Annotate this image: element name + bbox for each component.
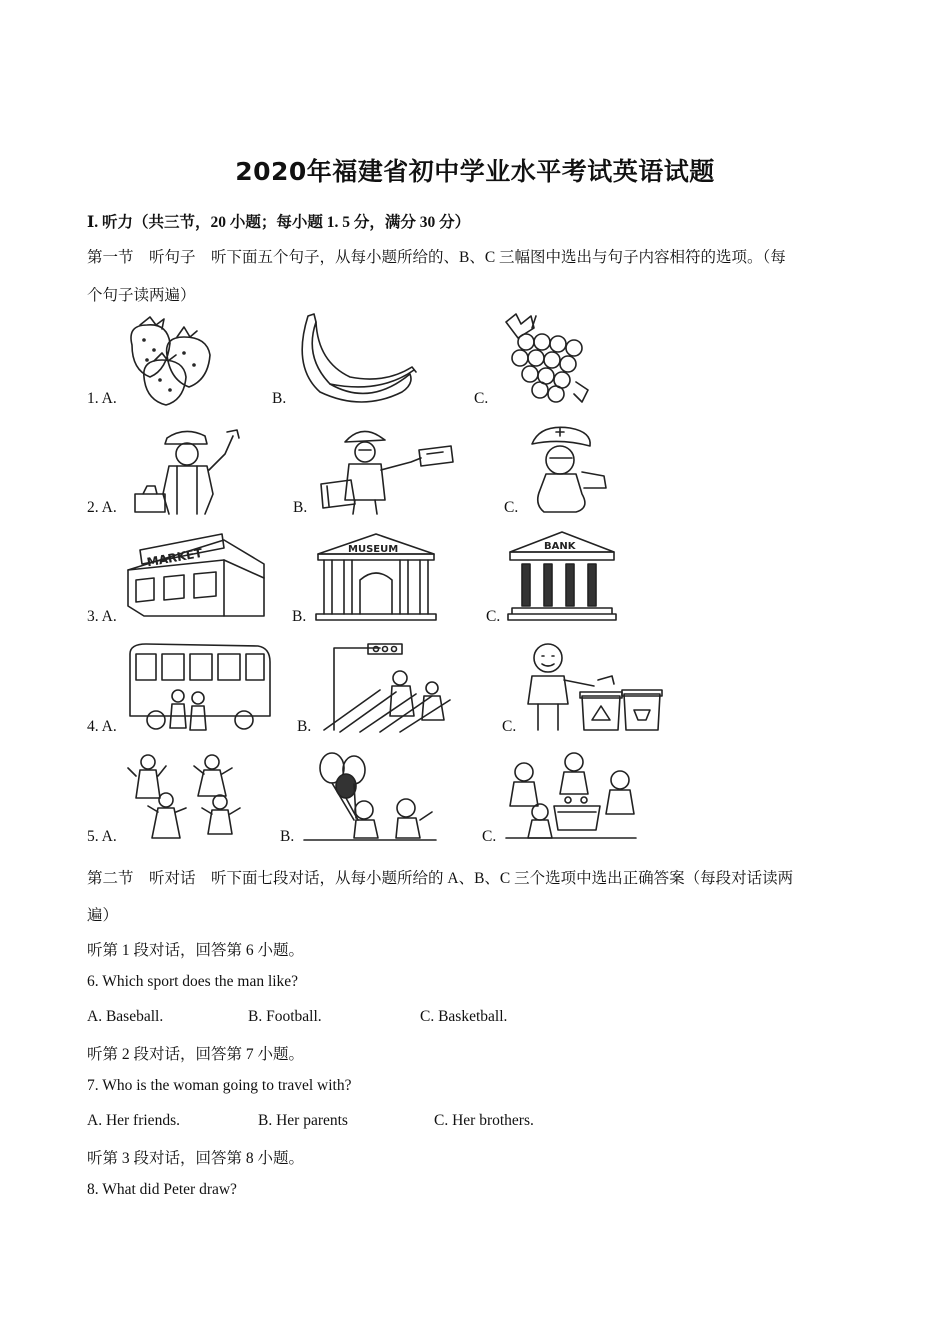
dialogue3-intro: 听第 3 段对话，回答第 8 小题。 <box>87 1150 305 1167</box>
page-title: 2020年福建省初中学业水平考试英语试题 <box>235 157 715 186</box>
museum-sign: MUSEUM <box>348 544 399 555</box>
q7-option-b[interactable]: B. Her parents <box>258 1112 348 1129</box>
q7-option-c[interactable]: C. Her brothers. <box>434 1112 534 1129</box>
recycling-icon[interactable] <box>524 640 664 735</box>
q5-label-b: B. <box>280 828 295 845</box>
q7-option-a[interactable]: A. Her friends. <box>87 1112 180 1129</box>
q4-label-b: B. <box>297 718 312 735</box>
dialogue2-intro: 听第 2 段对话，回答第 7 小题。 <box>87 1046 305 1063</box>
part1-intro-line1: 第一节 听句子 听下面五个句子，从每小题所给的、B、C 三幅图中选出与句子内容相符的选项。（每 <box>87 249 786 266</box>
q1-label-c: C. <box>474 390 489 407</box>
kite-children-icon[interactable] <box>302 750 437 845</box>
bus-icon[interactable] <box>126 640 276 735</box>
part2-intro-line1: 第二节 听对话 听下面七段对话，从每小题所给的 A、B、C 三个选项中选出正确答案（每段对话读两 <box>87 870 794 887</box>
dancers-icon[interactable] <box>124 750 254 845</box>
q2-label-b: B. <box>293 499 308 516</box>
q1-label-a: 1. A. <box>87 390 117 407</box>
museum-icon[interactable] <box>314 530 439 622</box>
q4-label-c: C. <box>502 718 517 735</box>
q8-question: 8. What did Peter draw? <box>87 1181 237 1198</box>
doctor-icon[interactable] <box>520 424 615 516</box>
bank-icon[interactable] <box>506 530 618 622</box>
grapes-icon[interactable] <box>496 312 601 407</box>
section-heading: Ⅰ. 听力（共三节，20 小题；每小题 1. 5 分，满分 30 分） <box>87 214 471 231</box>
market-icon[interactable] <box>124 530 269 622</box>
q6-option-a[interactable]: A. Baseball. <box>87 1008 164 1025</box>
q2-label-c: C. <box>504 499 519 516</box>
market-sign: MARKET <box>145 545 204 570</box>
q3-label-b: B. <box>292 608 307 625</box>
q6-option-c[interactable]: C. Basketball. <box>420 1008 508 1025</box>
bananas-icon[interactable] <box>290 312 420 404</box>
q1-label-b: B. <box>272 390 287 407</box>
q6-question: 6. Which sport does the man like? <box>87 973 299 990</box>
picnic-icon[interactable] <box>504 750 639 845</box>
q2-label-a: 2. A. <box>87 499 117 516</box>
q6-option-b[interactable]: B. Football. <box>248 1008 322 1025</box>
strawberries-icon[interactable] <box>122 315 222 407</box>
bank-sign: BANK <box>544 541 576 552</box>
q5-label-a: 5. A. <box>87 828 117 845</box>
crosswalk-icon[interactable] <box>320 640 465 735</box>
dialogue1-intro: 听第 1 段对话，回答第 6 小题。 <box>87 942 305 959</box>
part1-intro-line2: 个句子读两遍） <box>87 287 196 304</box>
q5-label-c: C. <box>482 828 497 845</box>
q4-label-a: 4. A. <box>87 718 117 735</box>
q3-label-a: 3. A. <box>87 608 117 625</box>
part2-intro-line2: 遍） <box>87 907 119 924</box>
q3-label-c: C. <box>486 608 501 625</box>
worker-icon[interactable] <box>125 424 265 516</box>
q7-question: 7. Who is the woman going to travel with? <box>87 1077 352 1094</box>
postman-icon[interactable] <box>315 424 460 516</box>
